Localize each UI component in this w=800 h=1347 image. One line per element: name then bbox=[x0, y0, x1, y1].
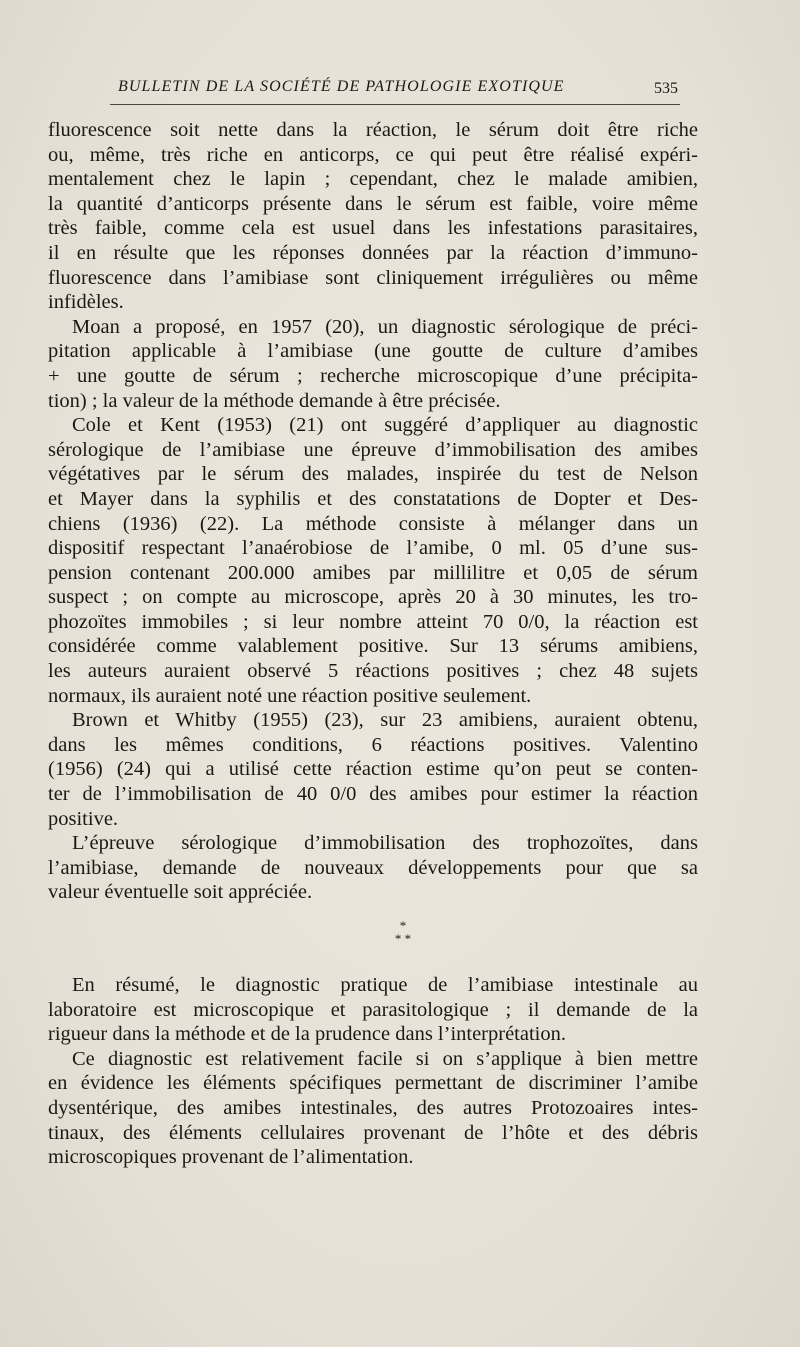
text-line: En résumé, le diagnostic pratique de l’amibiase intestinale au bbox=[72, 974, 698, 996]
text-line: L’épreuve sérologique d’immobilisation des trophozoïtes, dans bbox=[72, 832, 698, 855]
text-line: la quantité d’anticorps présente dans le sérum est faible, voire même bbox=[48, 192, 698, 215]
text-line: en évidence les éléments spécifiques permettant de discriminer l’amibe bbox=[48, 1072, 698, 1095]
text-line: végétatives par le sérum des malades, inspirée du test de Nelson bbox=[48, 463, 698, 486]
text-line: pitation applicable à l’amibiase (une goutte de culture d’amibes bbox=[48, 340, 698, 363]
text-line: considérée comme valablement positive. Sur 13 sérums amibiens, bbox=[48, 635, 698, 658]
text-line: positive. bbox=[48, 807, 119, 830]
text-line: tinaux, des éléments cellulaires provenant de l’hôte et des débris bbox=[48, 1121, 698, 1144]
paragraph-brown-whitby bbox=[48, 708, 698, 831]
running-title: BULLETIN DE LA SOCIÉTÉ DE PATHOLOGIE EXOTIQUE bbox=[118, 78, 565, 95]
text-line: phozoïtes immobiles ; si leur nombre atteint 70 0/0, la réaction est bbox=[48, 610, 698, 633]
text-line: Brown et Whitby (1955) (23), sur 23 amibiens, auraient obtenu, bbox=[72, 709, 698, 732]
paragraph-resume bbox=[48, 973, 698, 1047]
text-line: infidèles. bbox=[48, 291, 124, 314]
paragraph-epreuve bbox=[48, 831, 698, 905]
text-line: chiens (1936) (22). La méthode consiste à mélanger dans un bbox=[48, 512, 698, 535]
text-line: + une goutte de sérum ; recherche microscopique d’une précipita- bbox=[48, 364, 698, 387]
text-line: mentalement chez le lapin ; cependant, chez le malade amibien, bbox=[48, 168, 698, 191]
paragraph-precipitation bbox=[48, 315, 698, 413]
text-line: dans les mêmes conditions, 6 réactions positives. Valentino bbox=[48, 733, 698, 756]
article-body bbox=[48, 118, 698, 1170]
paragraph-immobilisation bbox=[48, 413, 698, 708]
paragraph-conclusion bbox=[48, 1047, 698, 1170]
text-line: (1956) (24) qui a utilisé cette réaction estime qu’on peut se conten- bbox=[48, 758, 698, 781]
text-line: dispositif respectant l’anaérobiose de l’amibe, 0 ml. 05 d’une sus- bbox=[48, 537, 698, 560]
text-line: dysentérique, des amibes intestinales, des autres Protozoaires intes- bbox=[48, 1096, 698, 1119]
text-line: normaux, ils auraient noté une réaction positive seulement. bbox=[48, 684, 532, 707]
text-line: suspect ; on compte au microscope, après 20 à 30 minutes, les tro- bbox=[48, 586, 698, 609]
text-line: il en résulte que les réponses données par la réaction d’immuno- bbox=[48, 241, 698, 264]
asterism-bottom-stars: * * bbox=[394, 931, 412, 946]
text-line: fluorescence soit nette dans la réaction, le sérum doit être riche bbox=[48, 119, 698, 141]
text-line: laboratoire est microscopique et parasitologique ; il demande de la bbox=[48, 998, 698, 1021]
text-line: et Mayer dans la syphilis et des constatations de Dopter et Des- bbox=[48, 487, 698, 510]
text-line: rigueur dans la méthode et de la prudence dans l’interprétation. bbox=[48, 1023, 566, 1046]
text-line: Ce diagnostic est relativement facile si on s’applique à bien mettre bbox=[72, 1047, 698, 1070]
text-line: ou, même, très riche en anticorps, ce qui peut être réalisé expéri- bbox=[48, 143, 698, 166]
text-line: sérologique de l’amibiase une épreuve d’immobilisation des amibes bbox=[48, 438, 698, 461]
text-line: ter de l’immobilisation de 40 0/0 des amibes pour estimer la réaction bbox=[48, 783, 698, 806]
text-line: l’amibiase, demande de nouveaux développements pour que sa bbox=[48, 856, 698, 879]
text-line: Cole et Kent (1953) (21) ont suggéré d’appliquer au diagnostic bbox=[72, 414, 698, 437]
asterism-top-star: * bbox=[399, 918, 407, 933]
text-line: pension contenant 200.000 amibes par millilitre et 0,05 de sérum bbox=[48, 561, 698, 584]
text-line: très faible, comme cela est usuel dans les infestations parasitaires, bbox=[48, 217, 698, 240]
text-line: fluorescence dans l’amibiase sont cliniquement irrégulières ou même bbox=[48, 266, 698, 289]
header-rule bbox=[110, 104, 680, 105]
paragraph-immunofluorescence bbox=[48, 118, 698, 315]
text-line: microscopiques provenant de l’alimentation. bbox=[48, 1146, 414, 1169]
text-line: tion) ; la valeur de la méthode demande à être précisée. bbox=[48, 389, 501, 412]
asterism bbox=[48, 919, 698, 945]
page-number: 535 bbox=[654, 80, 678, 97]
text-line: valeur éventuelle soit appréciée. bbox=[48, 881, 313, 904]
page-header bbox=[48, 76, 678, 102]
text-line: Moan a proposé, en 1957 (20), un diagnostic sérologique de préci- bbox=[72, 315, 698, 338]
text-line: les auteurs auraient observé 5 réactions positives ; chez 48 sujets bbox=[48, 660, 698, 683]
